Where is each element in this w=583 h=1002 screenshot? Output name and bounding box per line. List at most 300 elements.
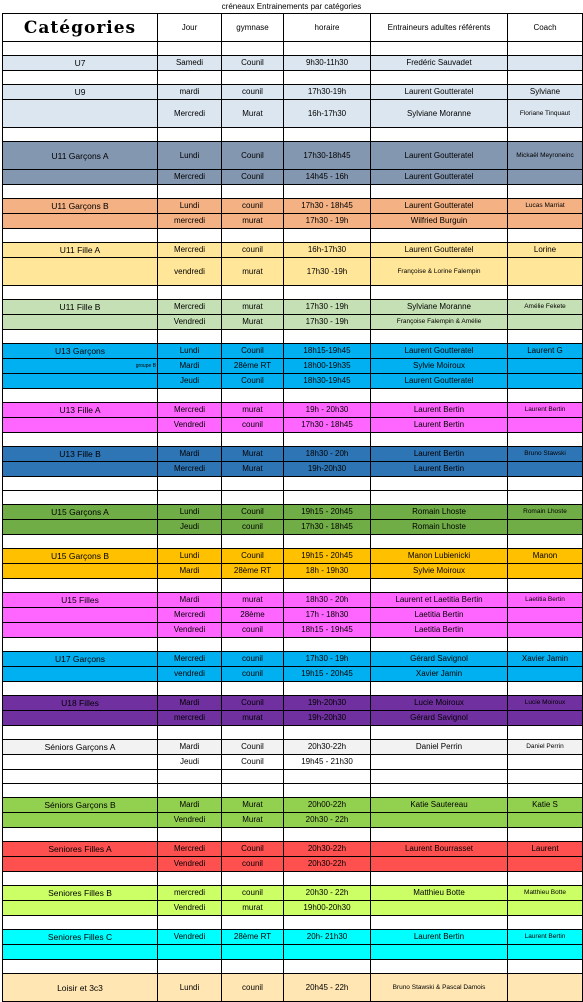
day-cell: mercredi [158, 711, 222, 726]
schedule-row [3, 359, 583, 374]
time-cell: 18h30-19h45 [284, 374, 371, 389]
empty-cell [158, 477, 222, 491]
empty-cell [158, 916, 222, 930]
schedule-row [3, 930, 583, 945]
category-cell [3, 520, 158, 535]
coach-cell [508, 418, 583, 433]
coach-cell [508, 608, 583, 623]
schedule-row [3, 505, 583, 520]
empty-cell [222, 535, 284, 549]
day-cell: Vendredi [158, 901, 222, 916]
gym-cell: Murat [222, 813, 284, 828]
day-cell: Lundi [158, 505, 222, 520]
schedule-body [3, 14, 583, 1002]
spacer-row [3, 71, 583, 85]
empty-cell [222, 960, 284, 974]
schedule-row [3, 56, 583, 71]
gym-cell: Counil [222, 374, 284, 389]
day-cell: Vendredi [158, 813, 222, 828]
coach-cell [508, 667, 583, 682]
coach-cell [508, 359, 583, 374]
coach-adult-cell: Daniel Perrin [371, 740, 508, 755]
category-cell [3, 711, 158, 726]
empty-cell [3, 42, 158, 56]
schedule-row [3, 696, 583, 711]
coach-cell: Floriane Tinquaut [508, 100, 583, 128]
empty-cell [508, 491, 583, 505]
category-cell: U11 Fille A [3, 243, 158, 258]
coach-cell [508, 945, 583, 960]
spacer-row [3, 128, 583, 142]
empty-cell [222, 638, 284, 652]
spacer-row [3, 229, 583, 243]
spacer-row [3, 579, 583, 593]
coach-adult-cell: Laetitia Bertin [371, 623, 508, 638]
coach-adult-cell: Fredéric Sauvadet [371, 56, 508, 71]
category-cell [3, 374, 158, 389]
empty-cell [3, 477, 158, 491]
header-row [3, 14, 583, 42]
coach-adult-cell [371, 901, 508, 916]
coach-adult-cell: Laurent Goutteratel [371, 142, 508, 170]
schedule-row [3, 593, 583, 608]
coach-adult-cell: Romain Lhoste [371, 505, 508, 520]
category-cell: Séniors Garçons A [3, 740, 158, 755]
coach-adult-cell: Lucie Moiroux [371, 696, 508, 711]
time-cell: 20h30-22h [284, 842, 371, 857]
schedule-row [3, 711, 583, 726]
empty-cell [158, 960, 222, 974]
category-cell: U11 Garçons A [3, 142, 158, 170]
schedule-row [3, 300, 583, 315]
empty-cell [158, 433, 222, 447]
empty-cell [158, 638, 222, 652]
empty-cell [284, 433, 371, 447]
coach-adult-cell: Matthieu Botte [371, 886, 508, 901]
empty-cell [371, 229, 508, 243]
schedule-row [3, 344, 583, 359]
empty-cell [3, 491, 158, 505]
coach-adult-cell: Romain Lhoste [371, 520, 508, 535]
category-cell: U15 Garçons B [3, 549, 158, 564]
empty-cell [3, 286, 158, 300]
gym-cell: counil [222, 85, 284, 100]
empty-cell [158, 726, 222, 740]
category-cell: U13 Garçons [3, 344, 158, 359]
schedule-row [3, 564, 583, 579]
empty-cell [158, 828, 222, 842]
schedule-row [3, 403, 583, 418]
spacer-row [3, 682, 583, 696]
category-cell: U7 [3, 56, 158, 71]
coach-adult-cell: Laurent Goutteratel [371, 243, 508, 258]
coach-adult-cell: Laurent Goutteratel [371, 85, 508, 100]
empty-cell [284, 872, 371, 886]
spacer-row [3, 477, 583, 491]
empty-cell [284, 71, 371, 85]
category-cell [3, 100, 158, 128]
day-cell: Mardi [158, 740, 222, 755]
coach-adult-cell: Sylvie Moiroux [371, 359, 508, 374]
header-horaire: horaire [284, 14, 371, 42]
schedule-row [3, 549, 583, 564]
gym-cell: counil [222, 974, 284, 1002]
empty-cell [508, 229, 583, 243]
spacer-row [3, 872, 583, 886]
gym-cell: Murat [222, 798, 284, 813]
time-cell: 17h30 - 18h45 [284, 520, 371, 535]
day-cell: Mercredi [158, 652, 222, 667]
empty-cell [371, 433, 508, 447]
empty-cell [222, 770, 284, 784]
empty-cell [508, 185, 583, 199]
gym-cell: 28ème [222, 608, 284, 623]
empty-cell [508, 784, 583, 798]
coach-cell [508, 813, 583, 828]
day-cell: Mercredi [158, 300, 222, 315]
coach-cell [508, 857, 583, 872]
empty-cell [222, 579, 284, 593]
coach-cell: Laurent Bertin [508, 930, 583, 945]
day-cell: mercredi [158, 886, 222, 901]
time-cell: 20h30-22h [284, 740, 371, 755]
coach-adult-cell: Laurent Goutteratel [371, 170, 508, 185]
day-cell: Mercredi [158, 403, 222, 418]
empty-cell [371, 579, 508, 593]
spacer-row [3, 389, 583, 403]
coach-adult-cell: Bruno Stawski & Pascal Damois [371, 974, 508, 1002]
time-cell: 17h - 18h30 [284, 608, 371, 623]
schedule-row [3, 100, 583, 128]
empty-cell [222, 682, 284, 696]
coach-adult-cell: Manon Lubienicki [371, 549, 508, 564]
schedule-row [3, 667, 583, 682]
coach-cell [508, 974, 583, 1002]
time-cell: 20h45 - 22h [284, 974, 371, 1002]
coach-cell: Laurent G [508, 344, 583, 359]
day-cell: Mardi [158, 447, 222, 462]
gym-cell: murat [222, 403, 284, 418]
empty-cell [222, 784, 284, 798]
category-cell: Seniores Filles C [3, 930, 158, 945]
empty-cell [3, 128, 158, 142]
category-cell: U15 Garçons A [3, 505, 158, 520]
schedule-row [3, 418, 583, 433]
coach-cell: Laetitia Bertin [508, 593, 583, 608]
time-cell: 20h30 - 22h [284, 886, 371, 901]
day-cell: Samedi [158, 56, 222, 71]
category-cell [3, 170, 158, 185]
coach-cell: Laurent [508, 842, 583, 857]
time-cell: 17h30 - 19h [284, 315, 371, 330]
empty-cell [508, 872, 583, 886]
category-cell [3, 623, 158, 638]
gym-cell: counil [222, 857, 284, 872]
category-cell: U13 Fille B [3, 447, 158, 462]
empty-cell [284, 726, 371, 740]
coach-cell: Lorine [508, 243, 583, 258]
time-cell: 9h30-11h30 [284, 56, 371, 71]
coach-adult-cell [371, 813, 508, 828]
empty-cell [158, 770, 222, 784]
coach-cell: Amélie Fekete [508, 300, 583, 315]
coach-adult-cell [371, 857, 508, 872]
time-cell: 18h00-19h35 [284, 359, 371, 374]
empty-cell [508, 286, 583, 300]
gym-cell: 28ème RT [222, 930, 284, 945]
coach-adult-cell: Laurent Goutteratel [371, 199, 508, 214]
category-cell: U15 Filles [3, 593, 158, 608]
schedule-row [3, 315, 583, 330]
gym-cell: counil [222, 418, 284, 433]
category-cell: Séniors Garçons B [3, 798, 158, 813]
spacer-row [3, 185, 583, 199]
coach-adult-cell: Laurent Bertin [371, 403, 508, 418]
empty-cell [284, 491, 371, 505]
empty-cell [508, 916, 583, 930]
schedule-row [3, 813, 583, 828]
spacer-row [3, 784, 583, 798]
empty-cell [222, 916, 284, 930]
spacer-row [3, 916, 583, 930]
schedule-row [3, 243, 583, 258]
category-cell [3, 214, 158, 229]
category-cell [3, 755, 158, 770]
coach-cell: Sylviane [508, 85, 583, 100]
day-cell: Vendredi [158, 857, 222, 872]
coach-adult-cell: Laurent et Laetitia Bertin [371, 593, 508, 608]
empty-cell [158, 535, 222, 549]
spacer-row [3, 638, 583, 652]
time-cell: 16h-17h30 [284, 100, 371, 128]
empty-cell [284, 960, 371, 974]
spacer-row [3, 535, 583, 549]
empty-cell [222, 389, 284, 403]
day-cell: Mercredi [158, 462, 222, 477]
empty-cell [371, 828, 508, 842]
empty-cell [371, 477, 508, 491]
coach-adult-cell: Laurent Goutteratel [371, 374, 508, 389]
empty-cell [508, 128, 583, 142]
day-cell: vendredi [158, 258, 222, 286]
sheet-title: créneaux Entrainements par catégories [221, 2, 362, 11]
schedule-row [3, 462, 583, 477]
empty-cell [222, 330, 284, 344]
gym-cell: Murat [222, 100, 284, 128]
empty-cell [371, 286, 508, 300]
empty-cell [158, 872, 222, 886]
time-cell [284, 945, 371, 960]
time-cell: 17h30 -19h [284, 258, 371, 286]
empty-cell [158, 682, 222, 696]
category-cell [3, 564, 158, 579]
day-cell: Mardi [158, 696, 222, 711]
day-cell: Lundi [158, 344, 222, 359]
coach-adult-cell: Laurent Bertin [371, 930, 508, 945]
schedule-row [3, 258, 583, 286]
empty-cell [284, 535, 371, 549]
empty-cell [284, 389, 371, 403]
day-cell: Mercredi [158, 842, 222, 857]
empty-cell [222, 286, 284, 300]
category-cell [3, 462, 158, 477]
coach-adult-cell: Françoise Falempin & Amélie [371, 315, 508, 330]
empty-cell [508, 389, 583, 403]
empty-cell [508, 682, 583, 696]
coach-cell [508, 564, 583, 579]
empty-cell [371, 128, 508, 142]
gym-cell: murat [222, 300, 284, 315]
empty-cell [158, 71, 222, 85]
gym-cell: murat [222, 593, 284, 608]
gym-cell: Murat [222, 447, 284, 462]
empty-cell [284, 229, 371, 243]
empty-cell [371, 185, 508, 199]
empty-cell [222, 477, 284, 491]
header-categories: Catégories [3, 14, 158, 42]
time-cell: 17h30 - 18h45 [284, 418, 371, 433]
day-cell: Lundi [158, 142, 222, 170]
day-cell: vendredi [158, 667, 222, 682]
time-cell: 18h - 19h30 [284, 564, 371, 579]
category-cell: U13 Fille A [3, 403, 158, 418]
gym-cell: counil [222, 623, 284, 638]
schedule-row [3, 170, 583, 185]
coach-cell: Lucie Moiroux [508, 696, 583, 711]
empty-cell [284, 828, 371, 842]
header-gymnase: gymnase [222, 14, 284, 42]
empty-cell [3, 185, 158, 199]
coach-cell: Mickaël Meyroneinc [508, 142, 583, 170]
empty-cell [371, 535, 508, 549]
coach-cell [508, 901, 583, 916]
empty-cell [371, 42, 508, 56]
empty-cell [371, 726, 508, 740]
coach-adult-cell: Sylvie Moiroux [371, 564, 508, 579]
coach-adult-cell: Xavier Jamin [371, 667, 508, 682]
empty-cell [508, 726, 583, 740]
empty-cell [508, 433, 583, 447]
coach-adult-cell: Laurent Bourrasset [371, 842, 508, 857]
coach-cell: Manon [508, 549, 583, 564]
empty-cell [508, 477, 583, 491]
empty-cell [371, 638, 508, 652]
spacer-row [3, 770, 583, 784]
schedule-row [3, 901, 583, 916]
gym-cell: Murat [222, 462, 284, 477]
empty-cell [3, 330, 158, 344]
empty-cell [284, 682, 371, 696]
day-cell: mardi [158, 85, 222, 100]
gym-cell: 28ème RT [222, 359, 284, 374]
gym-cell: murat [222, 258, 284, 286]
empty-cell [284, 330, 371, 344]
coach-adult-cell: Laurent Bertin [371, 418, 508, 433]
empty-cell [508, 638, 583, 652]
spacer-row [3, 286, 583, 300]
gym-cell: Counil [222, 842, 284, 857]
time-cell: 19h-20h30 [284, 711, 371, 726]
coach-cell [508, 520, 583, 535]
day-cell: Mercredi [158, 243, 222, 258]
coach-cell [508, 374, 583, 389]
category-cell [3, 418, 158, 433]
spacer-row [3, 433, 583, 447]
day-cell: Mercredi [158, 100, 222, 128]
coach-cell [508, 258, 583, 286]
coach-adult-cell: Laurent Bertin [371, 447, 508, 462]
empty-cell [3, 535, 158, 549]
coach-adult-cell: Sylviane Moranne [371, 100, 508, 128]
time-cell: 20h- 21h30 [284, 930, 371, 945]
gym-cell: counil [222, 667, 284, 682]
schedule-row [3, 857, 583, 872]
empty-cell [222, 71, 284, 85]
gym-cell: Counil [222, 56, 284, 71]
gym-cell: Counil [222, 755, 284, 770]
coach-cell: Katie S [508, 798, 583, 813]
spacer-row [3, 330, 583, 344]
empty-cell [3, 726, 158, 740]
schedule-row [3, 85, 583, 100]
time-cell: 19h - 20h30 [284, 403, 371, 418]
category-cell: Seniores Filles A [3, 842, 158, 857]
gym-cell [222, 945, 284, 960]
empty-cell [158, 229, 222, 243]
coach-cell [508, 462, 583, 477]
empty-cell [3, 960, 158, 974]
empty-cell [158, 784, 222, 798]
empty-cell [284, 579, 371, 593]
schedule-row [3, 623, 583, 638]
empty-cell [371, 491, 508, 505]
time-cell: 17h30 - 19h [284, 652, 371, 667]
time-cell: 20h00-22h [284, 798, 371, 813]
schedule-row [3, 798, 583, 813]
empty-cell [3, 828, 158, 842]
schedule-row [3, 842, 583, 857]
category-cell: U17 Garçons [3, 652, 158, 667]
schedule-row [3, 652, 583, 667]
category-cell [3, 857, 158, 872]
coach-cell [508, 214, 583, 229]
time-cell: 19h15 - 20h45 [284, 505, 371, 520]
coach-adult-cell: Wilfried Burguin [371, 214, 508, 229]
day-cell: Lundi [158, 199, 222, 214]
category-cell [3, 258, 158, 286]
category-cell [3, 813, 158, 828]
coach-cell: Xavier Jamin [508, 652, 583, 667]
schedule-row [3, 608, 583, 623]
header-coach: Coach [508, 14, 583, 42]
empty-cell [3, 916, 158, 930]
empty-cell [371, 784, 508, 798]
time-cell: 16h-17h30 [284, 243, 371, 258]
day-cell: Jeudi [158, 520, 222, 535]
day-cell: Jeudi [158, 755, 222, 770]
gym-cell: murat [222, 214, 284, 229]
empty-cell [222, 42, 284, 56]
empty-cell [158, 128, 222, 142]
coach-adult-cell: Gérard Savignol [371, 652, 508, 667]
empty-cell [3, 770, 158, 784]
coach-cell [508, 56, 583, 71]
day-cell [158, 945, 222, 960]
day-cell: Mercredi [158, 608, 222, 623]
schedule-row [3, 447, 583, 462]
coach-cell: Lucas Marriat [508, 199, 583, 214]
day-cell: Lundi [158, 549, 222, 564]
